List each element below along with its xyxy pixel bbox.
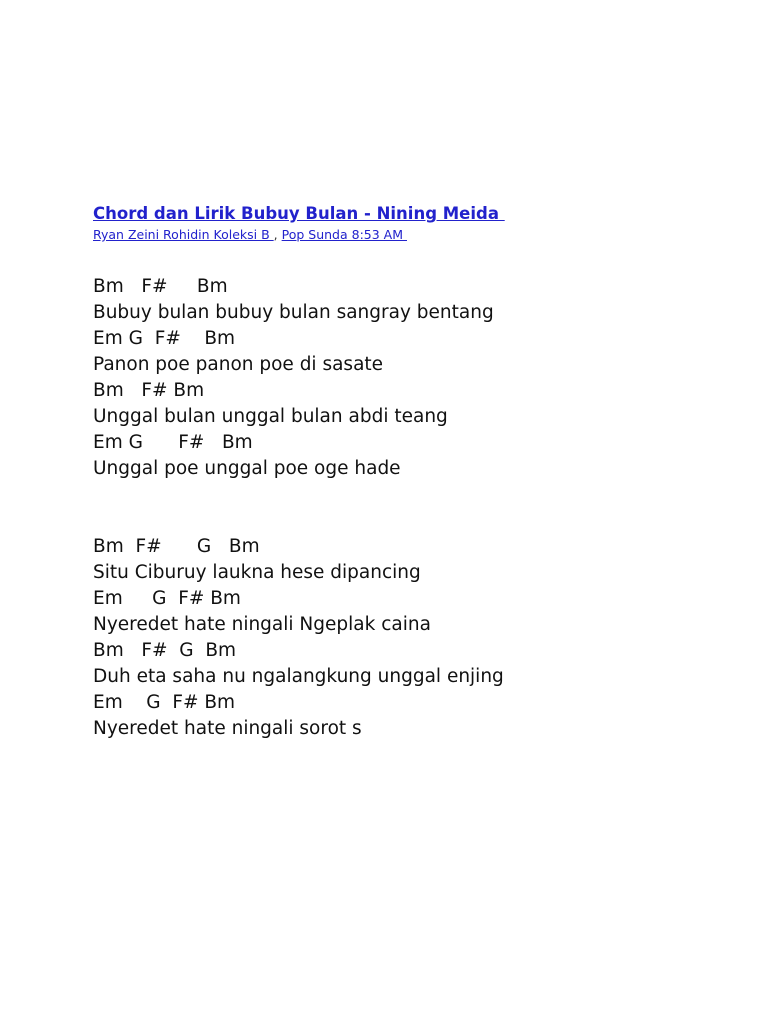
lyric-line: Unggal bulan unggal bulan abdi teang (93, 406, 448, 427)
lyric-line: Nyeredet hate ningali sorot s (93, 718, 362, 739)
lyric-line: Unggal poe unggal poe oge hade (93, 458, 401, 479)
chord-line: Em G F# Bm (93, 432, 253, 453)
author-link[interactable]: Ryan Zeini Rohidin Koleksi B (93, 227, 274, 242)
lyric-line: Duh eta saha nu ngalangkung unggal enjing (93, 666, 504, 687)
verse-2 (93, 534, 504, 742)
lyric-line: Situ Ciburuy laukna hese dipancing (93, 562, 421, 583)
lyric-line: Bubuy bulan bubuy bulan sangray bentang (93, 302, 494, 323)
chord-line: Bm F# G Bm (93, 640, 237, 661)
lyric-line: Panon poe panon poe di sasate (93, 354, 384, 375)
chord-line: Em G F# Bm (93, 588, 241, 609)
chord-line: Bm F# Bm (93, 380, 205, 401)
meta-separator: , (273, 227, 278, 242)
lyric-line: Nyeredet hate ningali Ngeplak caina (93, 614, 431, 635)
chord-line: Em G F# Bm (93, 692, 236, 713)
chord-line: Em G F# Bm (93, 328, 236, 349)
category-time-link[interactable]: Pop Sunda 8:53 AM (281, 227, 407, 242)
verse-1 (93, 274, 494, 482)
chord-line: Bm F# G Bm (93, 536, 260, 557)
post-meta (93, 227, 407, 242)
post-title-link[interactable]: Chord dan Lirik Bubuy Bulan - Nining Meida (93, 204, 505, 223)
chord-line: Bm F# Bm (93, 276, 228, 297)
